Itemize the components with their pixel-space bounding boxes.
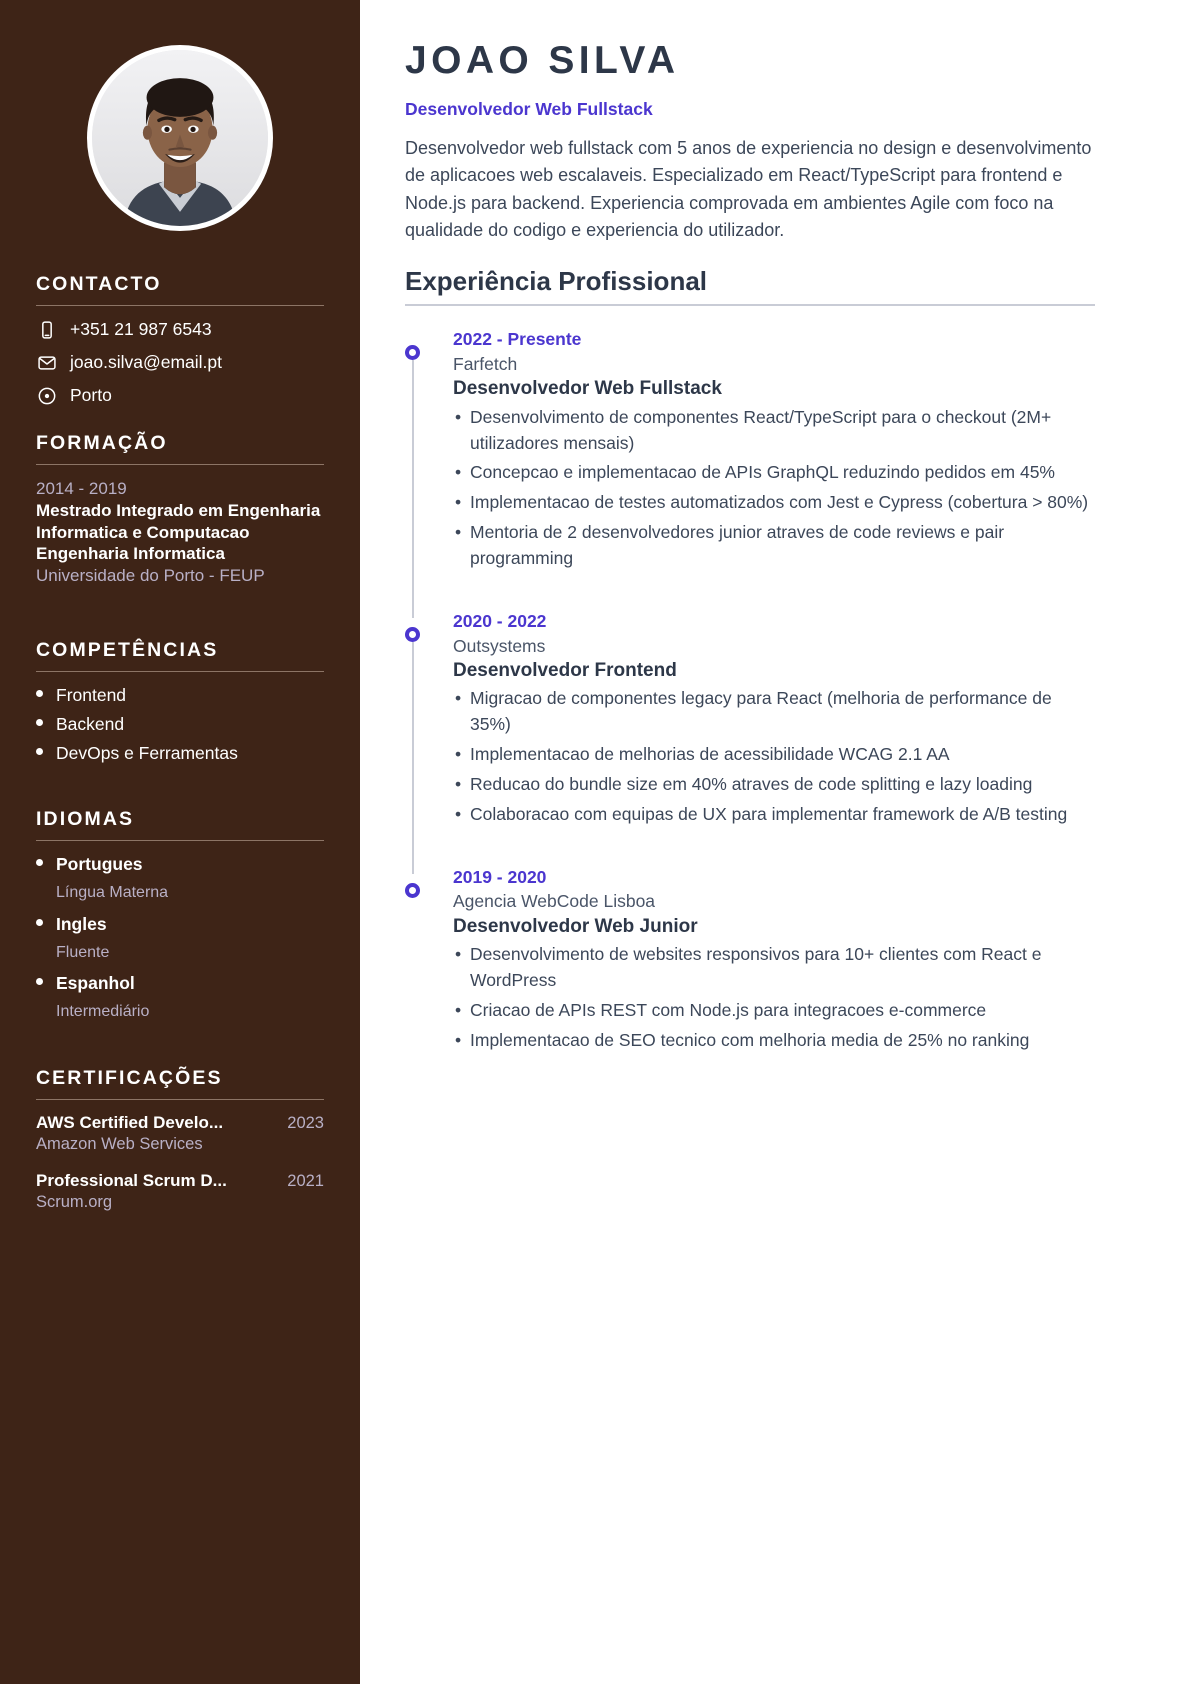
bullet-dot-icon xyxy=(36,719,43,726)
certification-name: Professional Scrum D... xyxy=(36,1171,227,1191)
skill-label: Frontend xyxy=(56,684,127,705)
experience-title: Desenvolvedor Web Junior xyxy=(453,915,698,937)
education-school: Universidade do Porto - FEUP xyxy=(36,566,265,585)
experience-bullet: • Colaboracao com equipas de UX para implementar framework de A/B testing xyxy=(453,802,1095,828)
certification-issuer: Amazon Web Services xyxy=(36,1135,203,1154)
spacer xyxy=(36,790,324,808)
experience-dates: 2022 - Presente xyxy=(453,329,582,350)
language-item xyxy=(36,914,324,964)
contact-phone-row[interactable] xyxy=(36,319,324,340)
experience-title: Desenvolvedor Web Fullstack xyxy=(453,378,722,400)
certification-year: 2023 xyxy=(287,1114,324,1133)
skill-item xyxy=(36,714,324,735)
profile-summary: Desenvolvedor web fullstack com 5 anos de experiencia no design e desenvolvimento de aplicacoes web escalaveis. Especializado em React/TypeScript para frontend e Node.js para backend. Experiencia comprovada em ambientes Agile com foco na qualidade do codigo e experiencia do utilizador. xyxy=(405,137,1092,240)
avatar xyxy=(87,45,273,231)
certification-year: 2021 xyxy=(287,1172,324,1191)
contact-heading: CONTACTO xyxy=(36,273,162,295)
language-name: Espanhol xyxy=(56,973,135,994)
certification-header xyxy=(36,1113,324,1133)
spacer xyxy=(36,613,324,639)
experience-company: Outsystems xyxy=(453,635,546,656)
certification-item xyxy=(36,1171,324,1213)
certifications-heading: CERTIFICAÇÕES xyxy=(36,1067,223,1090)
language-item xyxy=(36,973,324,1023)
contact-email-row[interactable] xyxy=(36,352,324,373)
divider xyxy=(36,464,324,465)
experience-dates: 2019 - 2020 xyxy=(453,866,547,887)
experience-company: Agencia WebCode Lisboa xyxy=(453,891,656,912)
experience-bullet: • Mentoria de 2 desenvolvedores junior atraves de code reviews e pair programming xyxy=(453,520,1095,572)
experience-section-title: Experiência Profissional xyxy=(405,266,708,297)
skill-item xyxy=(36,685,324,706)
language-level: Fluente xyxy=(56,943,110,961)
divider xyxy=(36,1099,324,1100)
certification-issuer: Scrum.org xyxy=(36,1193,113,1212)
education-section xyxy=(36,432,324,587)
language-level: Intermediário xyxy=(56,1003,150,1021)
experience-title: Desenvolvedor Frontend xyxy=(453,659,677,681)
experience-bullet: • Concepcao e implementacao de APIs GraphQL reduzindo pedidos em 45% xyxy=(453,460,1095,486)
bullet-dot-icon xyxy=(36,978,43,985)
experience-bullets xyxy=(453,405,1095,572)
experience-bullet: • Implementacao de testes automatizados com Jest e Cypress (cobertura > 80%) xyxy=(453,490,1095,516)
experience-item xyxy=(453,328,1095,610)
certification-header xyxy=(36,1171,324,1191)
spacer xyxy=(36,1049,324,1067)
timeline-marker-icon xyxy=(405,345,420,360)
languages-heading: IDIOMAS xyxy=(36,807,135,830)
timeline-line xyxy=(412,360,414,618)
certifications-section xyxy=(36,1067,324,1214)
language-level: Língua Materna xyxy=(56,883,169,901)
phone-icon xyxy=(36,319,57,340)
divider xyxy=(36,671,324,672)
experience-dates: 2020 - 2022 xyxy=(453,611,547,632)
experience-bullet: • Desenvolvimento de websites responsivos para 10+ clientes com React e WordPress xyxy=(453,942,1095,994)
sidebar xyxy=(0,0,360,1684)
language-name: Portugues xyxy=(56,853,143,874)
bullet-dot-icon xyxy=(36,859,43,866)
skills-heading: COMPETÊNCIAS xyxy=(36,638,219,661)
experience-bullet: • Reducao do bundle size em 40% atraves de code splitting e lazy loading xyxy=(453,772,1095,798)
experience-item xyxy=(453,610,1095,866)
contact-email-value: joao.silva@email.pt xyxy=(70,352,222,372)
email-icon xyxy=(36,352,57,373)
skill-item xyxy=(36,743,324,764)
divider xyxy=(405,304,1095,306)
timeline-marker-icon xyxy=(405,883,420,898)
experience-bullet: • Criacao de APIs REST com Node.js para integracoes e-commerce xyxy=(453,998,1095,1024)
contact-section xyxy=(36,273,324,406)
timeline-marker-icon xyxy=(405,627,420,642)
certification-name: AWS Certified Develo... xyxy=(36,1113,224,1133)
language-item xyxy=(36,854,324,904)
skills-section xyxy=(36,639,324,764)
education-item xyxy=(36,478,324,587)
experience-bullet: • Implementacao de SEO tecnico com melhoria media de 25% no ranking xyxy=(453,1028,1095,1054)
language-name-row xyxy=(36,973,324,994)
page-title: JOAO SILVA xyxy=(405,39,680,82)
education-dates: 2014 - 2019 xyxy=(36,479,127,498)
experience-bullet: • Implementacao de melhorias de acessibilidade WCAG 2.1 AA xyxy=(453,742,1095,768)
contact-location-value: Porto xyxy=(70,385,112,405)
certification-item xyxy=(36,1113,324,1155)
experience-bullets xyxy=(453,686,1095,827)
experience-item xyxy=(453,866,1095,1054)
contact-location-row[interactable] xyxy=(36,385,324,406)
experience-timeline xyxy=(405,328,1095,1053)
language-name-row xyxy=(36,914,324,935)
bullet-dot-icon xyxy=(36,748,43,755)
bullet-dot-icon xyxy=(36,919,43,926)
experience-bullet: • Desenvolvimento de componentes React/TypeScript para o checkout (2M+ utilizadores mensais) xyxy=(453,405,1095,457)
education-degree: Mestrado Integrado em Engenharia Informatica e Computacao Engenharia Informatica xyxy=(36,500,321,564)
divider xyxy=(36,305,324,306)
experience-bullets xyxy=(453,942,1095,1054)
skill-label: Backend xyxy=(56,713,125,734)
contact-phone-value: +351 21 987 6543 xyxy=(70,319,212,339)
location-icon xyxy=(36,385,57,406)
skill-label: DevOps e Ferramentas xyxy=(56,742,238,763)
timeline-line xyxy=(412,642,414,874)
job-role-subtitle: Desenvolvedor Web Fullstack xyxy=(405,98,653,119)
experience-company: Farfetch xyxy=(453,353,518,374)
profile-photo xyxy=(92,50,268,226)
divider xyxy=(36,840,324,841)
experience-bullet: • Migracao de componentes legacy para React (melhoria de performance de 35%) xyxy=(453,686,1095,738)
language-name: Ingles xyxy=(56,913,107,934)
education-heading: FORMAÇÃO xyxy=(36,432,168,454)
main-content xyxy=(360,0,1190,1684)
bullet-dot-icon xyxy=(36,690,43,697)
languages-section xyxy=(36,808,324,1023)
language-name-row xyxy=(36,854,324,875)
avatar-wrapper xyxy=(36,45,324,231)
